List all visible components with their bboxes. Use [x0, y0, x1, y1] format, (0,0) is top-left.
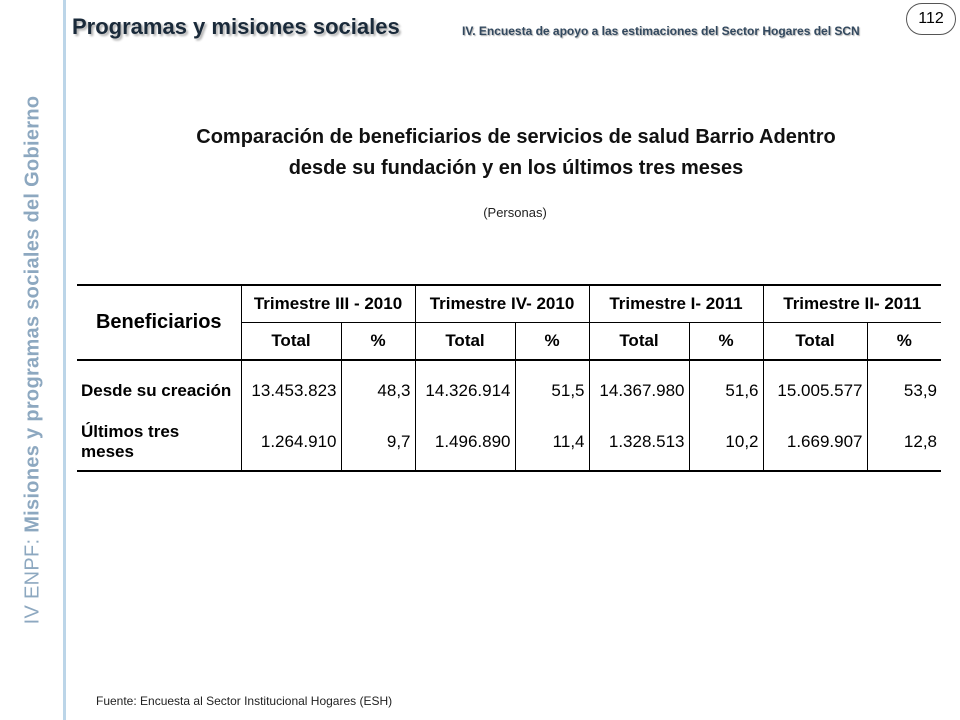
group-header-t4-2010: Trimestre IV- 2010 [415, 285, 589, 323]
row-label: Desde su creación [77, 369, 241, 413]
cell-pct: 12,8 [867, 413, 941, 471]
spacer-cell [341, 360, 415, 369]
cell-pct: 10,2 [689, 413, 763, 471]
group-header-t2-2011: Trimestre II- 2011 [763, 285, 941, 323]
spacer-cell [689, 360, 763, 369]
cell-pct: 9,7 [341, 413, 415, 471]
cell-total: 15.005.577 [763, 369, 867, 413]
sidebar-text: Misiones y programas sociales del Gobierno [21, 95, 44, 533]
group-header-t1-2011: Trimestre I- 2011 [589, 285, 763, 323]
sub-header-pct: % [341, 323, 415, 361]
sidebar-lead: IV ENPF: [21, 538, 44, 625]
section-subtitle: IV. Encuesta de apoyo a las estimaciones del Sector Hogares del SCN [462, 24, 860, 38]
page-title [96, 122, 936, 184]
page-title-line-2: desde su fundación y en los últimos tres meses [288, 157, 744, 179]
spacer-cell [77, 360, 241, 369]
sidebar-text-wrap [0, 0, 66, 720]
source-note: Fuente: Encuesta al Sector Institucional Hogares (ESH) [96, 694, 393, 708]
table-header-row-groups [77, 285, 941, 323]
spacer-cell [867, 360, 941, 369]
cell-total: 1.328.513 [589, 413, 689, 471]
sub-header-total: Total [589, 323, 689, 361]
spacer-cell [589, 360, 689, 369]
cell-pct: 48,3 [341, 369, 415, 413]
sidebar [0, 0, 66, 720]
cell-pct: 53,9 [903, 381, 937, 400]
spacer-cell [515, 360, 589, 369]
page-title-line-1: Comparación de beneficiarios de servicios de salud Barrio Adentro [196, 126, 836, 148]
table-row [77, 413, 941, 471]
section-title: Programas y misiones sociales [72, 14, 400, 39]
sidebar-vertical-title [22, 96, 45, 625]
cell-pct: 51,6 [689, 369, 763, 413]
cell-total: 1.496.890 [415, 413, 515, 471]
spacer-cell [763, 360, 867, 369]
cell-total: 1.264.910 [241, 413, 341, 471]
spacer-cell [415, 360, 515, 369]
table-spacer-row [77, 360, 941, 369]
cell-total: 1.669.907 [763, 413, 867, 471]
group-header-t3-2010: Trimestre III - 2010 [241, 285, 415, 323]
cell-pct: 51,5 [515, 369, 589, 413]
sub-header-total: Total [415, 323, 515, 361]
cell-pct: 11,4 [515, 413, 589, 471]
unit-label: (Personas) [483, 205, 547, 220]
spacer-cell [241, 360, 341, 369]
cell-total: 14.367.980 [589, 369, 689, 413]
sub-header-pct: % [867, 323, 941, 361]
beneficiaries-table [77, 284, 941, 472]
sub-header-total: Total [241, 323, 341, 361]
sub-header-total: Total [763, 323, 867, 361]
cell-total: 13.453.823 [241, 369, 341, 413]
sub-header-pct: % [689, 323, 763, 361]
page-number: 112 [906, 3, 956, 35]
row-label: Últimos tres meses [77, 413, 241, 471]
row-header-cell: Beneficiarios [77, 285, 241, 360]
sub-header-pct: % [515, 323, 589, 361]
cell-total: 14.326.914 [415, 369, 515, 413]
table-row [77, 369, 941, 413]
